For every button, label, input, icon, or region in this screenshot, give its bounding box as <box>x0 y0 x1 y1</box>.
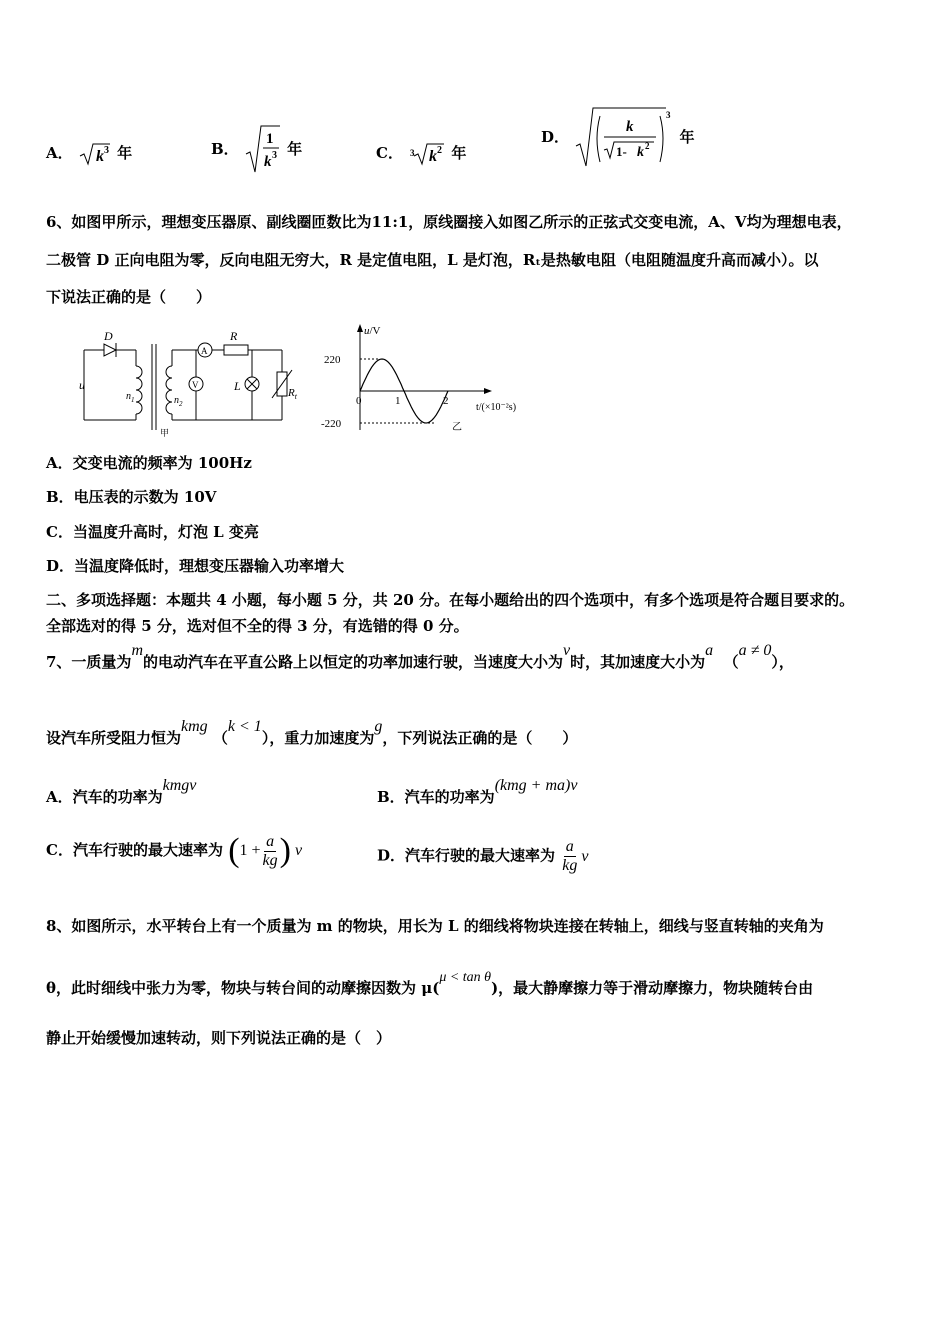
q8-cond: μ < tan θ <box>439 970 492 985</box>
svg-text:2: 2 <box>645 141 650 151</box>
svg-text:k: k <box>626 119 634 135</box>
svg-text:3: 3 <box>103 145 109 156</box>
q7-cond-k: k < 1 <box>227 718 262 735</box>
q5-option-b-label: B． <box>211 140 239 158</box>
q7-option-d-formula: $\frac{a}{kg}$ v <box>562 838 589 874</box>
section2-line-2: 全部选对的得 5 分，选对但不全的得 3 分，有选错的得 0 分。 <box>46 617 469 635</box>
q5-option-d <box>541 106 695 170</box>
y-tick-220: 220 <box>324 354 341 366</box>
svg-text:k: k <box>95 148 104 165</box>
q6-circuit-figure <box>74 326 314 442</box>
q7-stem-line-2: 设汽车所受阻力恒为kmg （k < 1），重力加速度为g，下列说法正确的是（ ） <box>46 718 578 747</box>
q6-stem-line-2: 二极管 D 正向电阻为零，反向电阻无穷大，R 是定值电阻，L 是灯泡，Rₜ是热敏电阻（电阻随温度升高而减小）。以 <box>46 251 819 269</box>
q6-option-c: C．当温度升高时，灯泡 L 变亮 <box>46 523 259 541</box>
q7-option-d: D．汽车行驶的最大速率为 $\frac{a}{kg}$ v <box>377 838 589 874</box>
q5-option-b-unit: 年 <box>287 140 303 158</box>
q6-option-d: D．当温度降低时，理想变压器输入功率增大 <box>46 557 345 575</box>
q5-option-b <box>211 124 302 176</box>
q7-var-a: a <box>705 642 714 659</box>
q8-stem-line-3: 静止开始缓慢加速转动，则下列说法正确的是（ ） <box>46 1029 392 1047</box>
q5-option-d-unit: 年 <box>679 128 695 146</box>
figure-jia-label: 甲 <box>160 428 170 438</box>
q6-option-b: B．电压表的示数为 10V <box>46 488 217 506</box>
q5-option-a-formula <box>78 140 112 168</box>
q7-var-v: v <box>563 642 571 659</box>
q6-voltage-graph <box>318 322 538 438</box>
q7-var-g: g <box>374 718 383 735</box>
q5-option-a <box>46 140 132 168</box>
q5-option-d-label: D． <box>541 128 570 146</box>
q7-option-c: C．汽车行驶的最大速率为 ( 1 + $\frac{a}{kg}$ ) v <box>46 832 303 869</box>
svg-text:1: 1 <box>265 131 274 147</box>
q6-option-a: A．交变电流的频率为 100Hz <box>46 454 252 472</box>
q5-option-d-formula <box>574 106 674 170</box>
q7-cond-a: a ≠ 0 <box>738 642 772 659</box>
voltmeter-label: V <box>192 380 199 390</box>
svg-text:1-: 1- <box>616 144 628 159</box>
q8-stem-line-1: 8、如图所示，水平转台上有一个质量为 m 的物块，用长为 L 的细线将物块连接在转轴上，细线与竖直转轴的夹角为 <box>46 917 824 935</box>
n1-label: $n_1$ <box>126 391 135 404</box>
y-axis-label: u/V <box>364 325 381 337</box>
q5-option-c <box>376 140 466 168</box>
n2-label: $n_2$ <box>174 395 183 408</box>
figure-yi-label: 乙 <box>452 422 462 433</box>
resistor-label: R <box>230 329 238 343</box>
q6-stem-line-3: 下说法正确的是（ ） <box>46 288 212 306</box>
svg-text:k: k <box>637 145 645 160</box>
source-label: u <box>79 378 85 392</box>
y-tick-neg-220: -220 <box>321 418 342 430</box>
q5-option-c-formula <box>408 140 446 168</box>
section2-line-1: 二、多项选择题：本题共 4 小题，每小题 5 分，共 20 分。在每小题给出的四个选项中，有多个选项是符合题目要求的。 <box>46 591 855 609</box>
q5-option-a-unit: 年 <box>117 144 133 162</box>
q6-stem-line-1: 6、如图甲所示，理想变压器原、副线圈匝数比为11:1，原线圈接入如图乙所示的正弦式交变电流，A、V均为理想电表， <box>46 213 852 231</box>
q5-option-c-unit: 年 <box>451 144 467 162</box>
x-axis-label: t/(×10⁻²s) <box>476 402 517 413</box>
x-tick-0: 0 <box>356 395 362 407</box>
svg-text:k: k <box>429 148 438 165</box>
lamp-label: L <box>234 379 241 393</box>
q7-stem-line-1: 7、一质量为m的电动汽车在平直公路上以恒定的功率加速行驶，当速度大小为v时，其加速度大小为a （a ≠ 0）， <box>46 642 794 671</box>
x-tick-2: 2 <box>443 395 449 407</box>
svg-text:2: 2 <box>437 145 443 156</box>
svg-text:k: k <box>263 154 272 170</box>
q7-option-c-formula: ( 1 + $\frac{a}{kg}$ ) v <box>228 832 303 869</box>
q8-stem-line-2: θ，此时细线中张力为零，物块与转台间的动摩擦因数为 μ(μ < tan θ)，最大静摩擦力等于滑动摩擦力，物块随转台由 <box>46 970 814 997</box>
svg-text:3: 3 <box>271 150 277 161</box>
x-tick-1: 1 <box>395 395 401 407</box>
q7-option-a: A．汽车的功率为kmgv <box>46 777 197 806</box>
q7-option-b: B．汽车的功率为(kmg + ma)v <box>377 777 578 806</box>
svg-text:3: 3 <box>410 148 415 158</box>
q5-option-b-formula <box>244 124 282 176</box>
q7-var-kmg: kmg <box>181 718 208 735</box>
q5-option-c-label: C． <box>376 144 403 162</box>
q7-var-m: m <box>131 642 144 659</box>
q5-option-a-label: A． <box>46 144 73 162</box>
svg-text:3: 3 <box>666 110 671 120</box>
thermistor-label: $R_t$ <box>288 387 297 401</box>
ammeter-label: A <box>201 346 208 356</box>
diode-label: D <box>104 329 113 343</box>
